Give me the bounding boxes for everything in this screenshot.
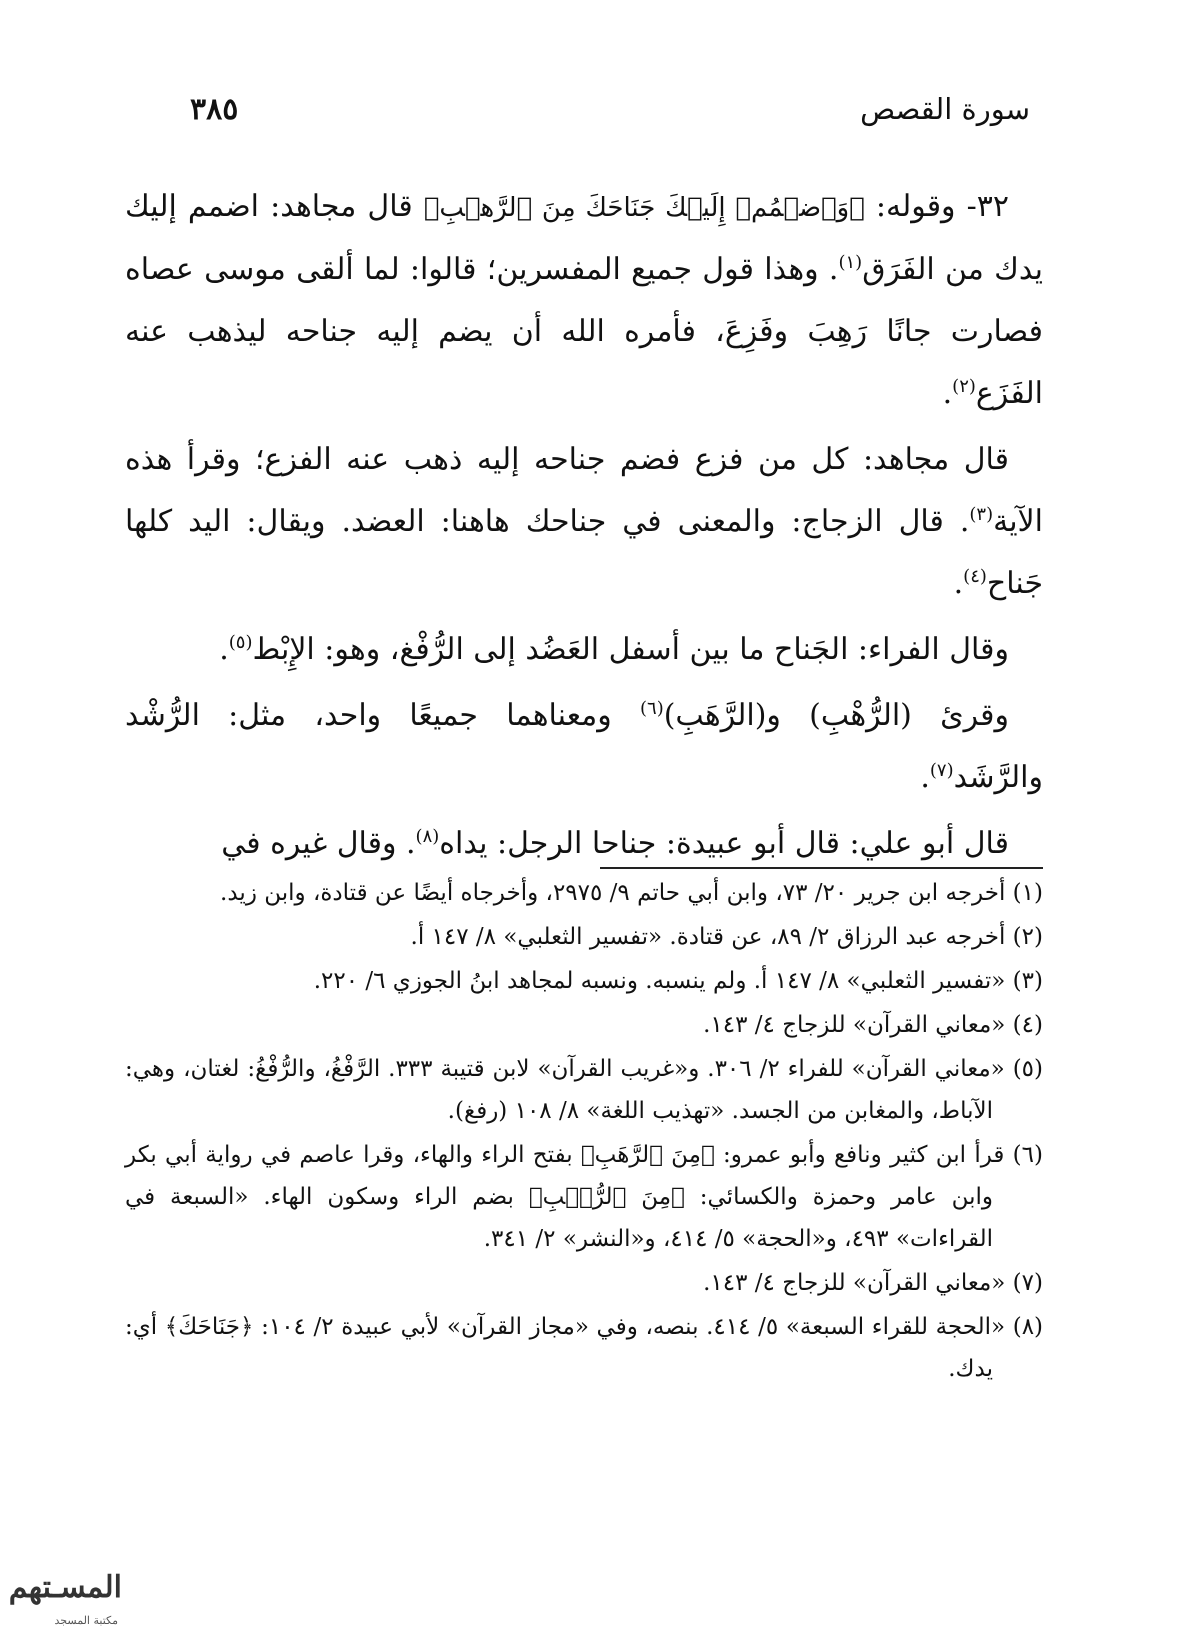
text-run: .: [942, 376, 953, 411]
text-run: قال مجاهد: اضمم إليك يدك من الفَرَق: [125, 189, 1043, 287]
logo-subtitle: مكتبة المسجد: [54, 1614, 118, 1627]
text-run: . وهذا قول جميع المفسرين؛ قالوا: لما ألقى موسى عصاه فصارت جانًا رَهِبَ وفَزِعَ، فأمره الله أن يضم إليه جناحه ليذهب عنه الفَزَع: [125, 252, 1043, 411]
footnote-1: [125, 872, 1043, 914]
footnote-ref[interactable]: (٨): [415, 826, 440, 847]
logo-wordmark: المسـتهم: [8, 1570, 122, 1605]
footnote-number: (٦): [1012, 1142, 1043, 1168]
text-run: قال أبو علي: قال أبو عبيدة: جناحا الرجل: يداه: [439, 826, 1009, 861]
text-run: ٣٢- وقوله:: [864, 189, 1009, 224]
footnote-ref[interactable]: (٤): [963, 566, 987, 587]
page-number: ٣٨٥: [190, 92, 239, 127]
paragraph-5: [125, 813, 1043, 875]
footnote-number: (٥): [1012, 1056, 1044, 1082]
footnote-ref[interactable]: (٦): [639, 698, 664, 719]
footnote-number: (٧): [1012, 1270, 1043, 1296]
footnote-2: [125, 916, 1043, 958]
text-run: قال مجاهد: كل من فزع فضم جناحه إليه ذهب عنه الفزع؛ وقرأ هذه الآية: [125, 442, 1043, 539]
publisher-logo: [8, 1570, 126, 1642]
surah-title: سورة القصص: [860, 92, 1030, 126]
paragraph-2: [125, 429, 1043, 615]
footnotes: [125, 872, 1043, 1392]
footnote-divider: [600, 867, 1043, 869]
footnote-text: «تفسير الثعلبي» ٨/ ١٤٧ أ. ولم ينسبه. ونسبه لمجاهد ابنُ الجوزي ٦/ ٢٢٠.: [313, 968, 1006, 994]
main-text: [125, 176, 1043, 875]
footnote-number: (١): [1012, 880, 1043, 906]
text-run: .: [920, 760, 930, 795]
paragraph-4: [125, 685, 1043, 809]
footnote-text: أخرجه عبد الرزاق ٢/ ٨٩، عن قتادة. «تفسير الثعلبي» ٨/ ١٤٧ أ.: [410, 924, 1006, 950]
footnote-8: [125, 1306, 1043, 1390]
footnote-6: [125, 1134, 1043, 1260]
footnote-text: «الحجة للقراء السبعة» ٥/ ٤١٤. بنصه، وفي «مجاز القرآن» لأبي عبيدة ٢/ ١٠٤: ﴿جَنَاحَكَ﴾ أي: يدك.: [125, 1314, 1006, 1382]
footnote-text: قرأ ابن كثير ونافع وأبو عمرو: ﴿مِنَ ٱلرَّهَبِ﴾ بفتح الراء والهاء، وقرا عاصم في رواية أبي بكر وابن عامر وحمزة والكسائي: ﴿مِنَ ٱلرُّهۡبِ﴾ بضم الراء وسكون الهاء. «السبعة في القراءات» ٤٩٣، و«الحجة» ٥/ ٤١٤، و«النشر» ٢/ ٣٤١.: [125, 1142, 1005, 1252]
footnote-ref[interactable]: (١): [838, 252, 863, 273]
footnote-number: (٨): [1012, 1314, 1044, 1340]
footnote-number: (٤): [1012, 1012, 1043, 1038]
quran-verse: ﴿وَٱضۡمُمۡ إِلَيۡكَ جَنَاحَكَ مِنَ ٱلرَّهۡبِ﴾: [423, 193, 865, 223]
footnote-text: «معاني القرآن» للزجاج ٤/ ١٤٣.: [703, 1270, 1006, 1296]
footnote-text: «معاني القرآن» للفراء ٢/ ٣٠٦. و«غريب القرآن» لابن قتيبة ٣٣٣. الرَّفْغُ، والرُّفْغُ: لغتان، وهي: الآباط، والمغابن من الجسد. «تهذيب اللغة» ٨/ ١٠٨ (رفغ).: [125, 1056, 1005, 1124]
footnote-number: (٢): [1012, 924, 1043, 950]
text-run: .: [219, 632, 229, 667]
footnote-number: (٣): [1012, 968, 1043, 994]
footnote-text: أخرجه ابن جرير ٢٠/ ٧٣، وابن أبي حاتم ٩/ ٢٩٧٥، وأخرجاه أيضًا عن قتادة، وابن زيد.: [220, 880, 1006, 906]
footnote-ref[interactable]: (٢): [952, 376, 976, 397]
paragraph-1: [125, 176, 1043, 425]
footnote-text: «معاني القرآن» للزجاج ٤/ ١٤٣.: [703, 1012, 1006, 1038]
text-run: ومعناهما جميعًا واحد، مثل: الرُّشْد والرَّشَد: [125, 698, 1043, 795]
text-run: وقرئ (الرُّهْبِ) و(الرَّهَبِ): [663, 698, 1009, 733]
text-run: وقال الفراء: الجَناح ما بين أسفل العَضُد إلى الرُّفْغ، وهو: الإِبْط: [252, 632, 1009, 667]
text-run: . وقال غيره في: [221, 826, 416, 861]
text-run: . قال الزجاج: والمعنى في جناحك هاهنا: العضد. ويقال: اليد كلها جَناح: [125, 504, 1043, 601]
text-run: .: [953, 566, 964, 601]
footnote-ref[interactable]: (٥): [228, 632, 253, 653]
footnote-4: [125, 1004, 1043, 1046]
footnote-ref[interactable]: (٧): [929, 760, 954, 781]
footnote-7: [125, 1262, 1043, 1304]
footnote-5: [125, 1048, 1043, 1132]
paragraph-3: [125, 619, 1043, 681]
footnote-3: [125, 960, 1043, 1002]
page-header: [130, 92, 1030, 140]
footnote-ref[interactable]: (٣): [969, 504, 994, 525]
